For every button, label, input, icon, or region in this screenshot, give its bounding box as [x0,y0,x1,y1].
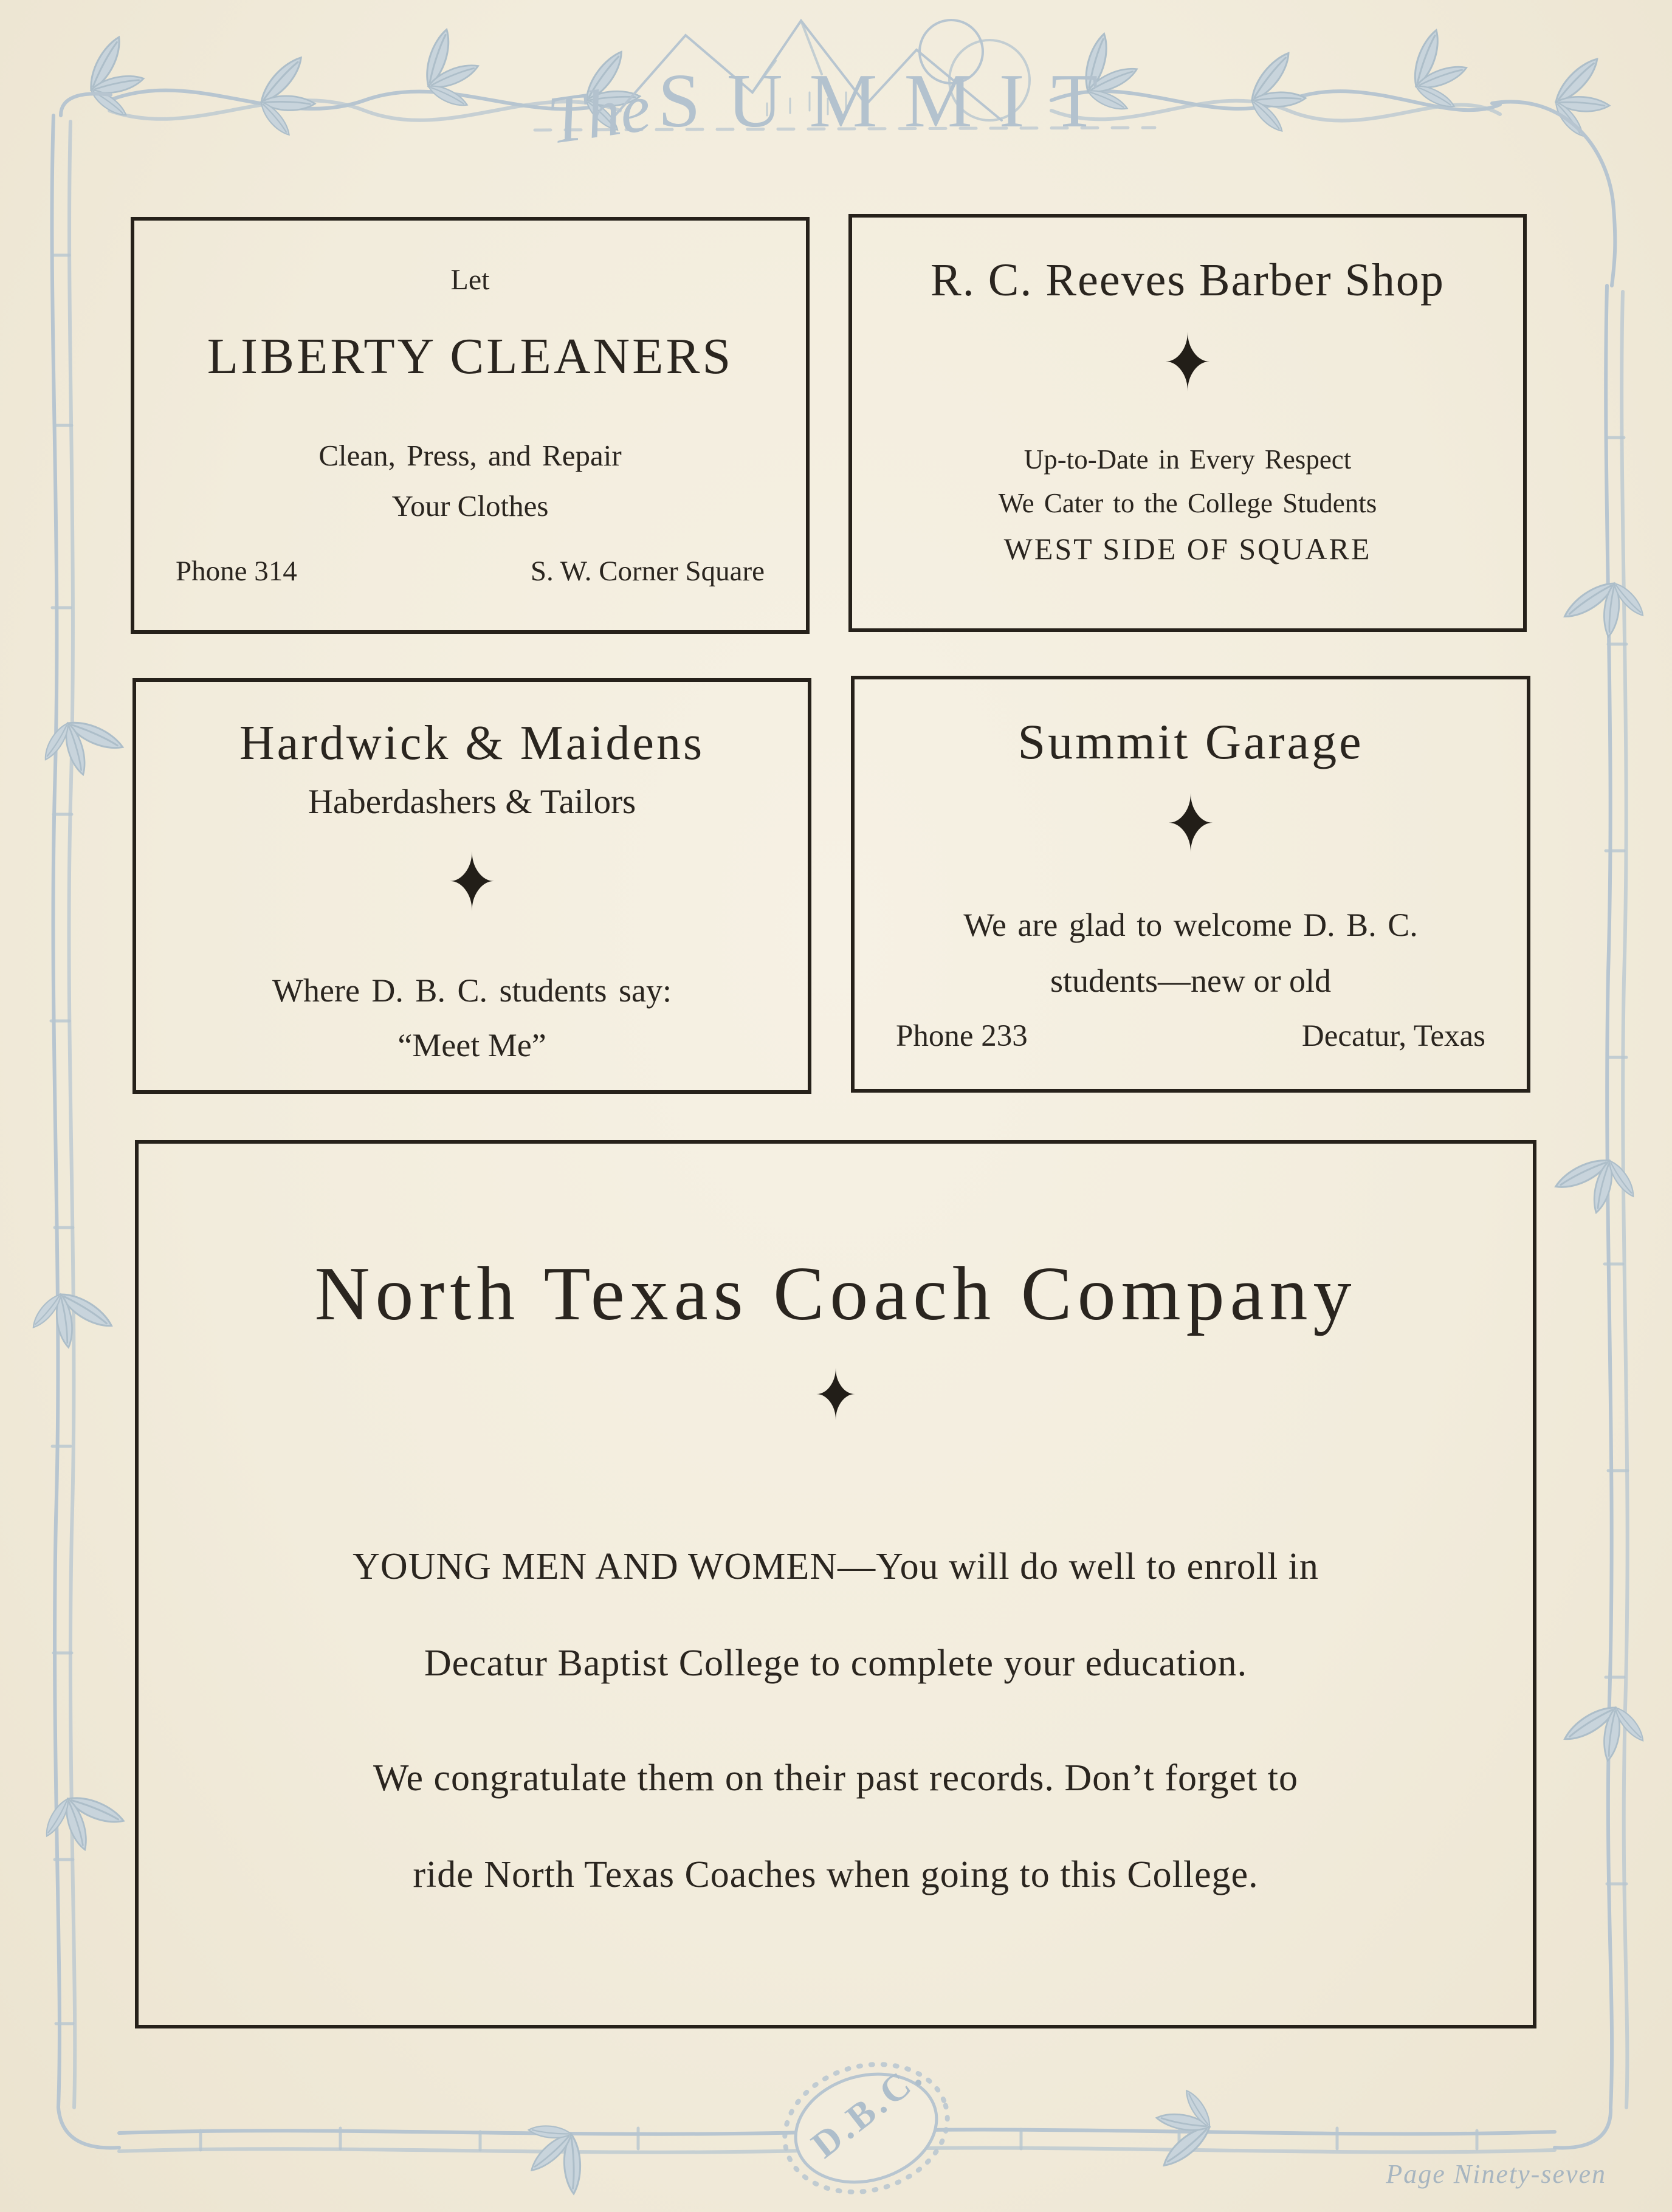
ad-tagline-line: “Meet Me” [397,1027,546,1063]
ad-address: Decatur, Texas [1301,1019,1485,1053]
ad-paragraph-line: We congratulate them on their past records. Don’t forget to [373,1757,1299,1799]
four-pointed-star-icon: ✦ [447,839,497,927]
advertiser-name: LIBERTY CLEANERS [207,328,734,385]
ad-north-texas-coach-company [135,1140,1536,2028]
advertiser-name: North Texas Coach Company [314,1252,1357,1336]
ad-hardwick-maidens [132,678,811,1094]
ad-reeves-barber-shop [848,214,1527,632]
advertiser-subtitle: Haberdashers & Tailors [308,783,636,821]
ad-paragraph-line: YOUNG MEN AND WOMEN—You will do well to enroll in [353,1546,1319,1587]
advertiser-name: Summit Garage [1017,714,1364,769]
ad-contact-row [896,1018,1485,1054]
ad-tagline-line: Where D. B. C. students say: [272,972,672,1009]
advertiser-name: Hardwick & Maidens [239,716,705,770]
ad-tagline-line: Your Clothes [391,489,549,523]
ad-intro-word: Let [450,264,490,296]
four-pointed-star-icon: ✦ [814,1358,858,1435]
ad-paragraph-line: Decatur Baptist College to complete your education. [424,1643,1248,1684]
four-pointed-star-icon: ✦ [1166,781,1216,869]
ad-address: WEST SIDE OF SQUARE [1003,532,1372,566]
ad-tagline-line: We are glad to welcome D. B. C. [963,907,1418,943]
ad-tagline-line: Up-to-Date in Every Respect [1023,444,1352,475]
four-pointed-star-icon: ✦ [1163,320,1213,408]
ad-paragraph-line: ride North Texas Coaches when going to this College. [413,1854,1259,1895]
ad-phone: Phone 233 [896,1019,1028,1053]
leaf-garland [77,24,1621,149]
page-number: Page Ninety-seven [1386,2159,1606,2189]
masthead-title-word: SUMMIT [658,59,1125,143]
ad-address: S. W. Corner Square [530,555,765,587]
masthead-script-word: The [543,69,656,159]
ad-liberty-cleaners [131,217,810,634]
ad-tagline-line: We Cater to the College Students [998,488,1377,518]
ad-contact-row [176,555,765,588]
ad-phone: Phone 314 [176,555,297,587]
ad-tagline-line: Clean, Press, and Repair [318,439,622,472]
ad-tagline-line: students—new or old [1050,963,1331,999]
dbc-emblem-text: D.B.C. [804,2053,932,2166]
mountains-sketch [611,20,1030,120]
left-border-branch [23,94,126,2107]
ad-summit-garage [851,676,1530,1093]
advertiser-name: R. C. Reeves Barber Shop [931,255,1445,306]
